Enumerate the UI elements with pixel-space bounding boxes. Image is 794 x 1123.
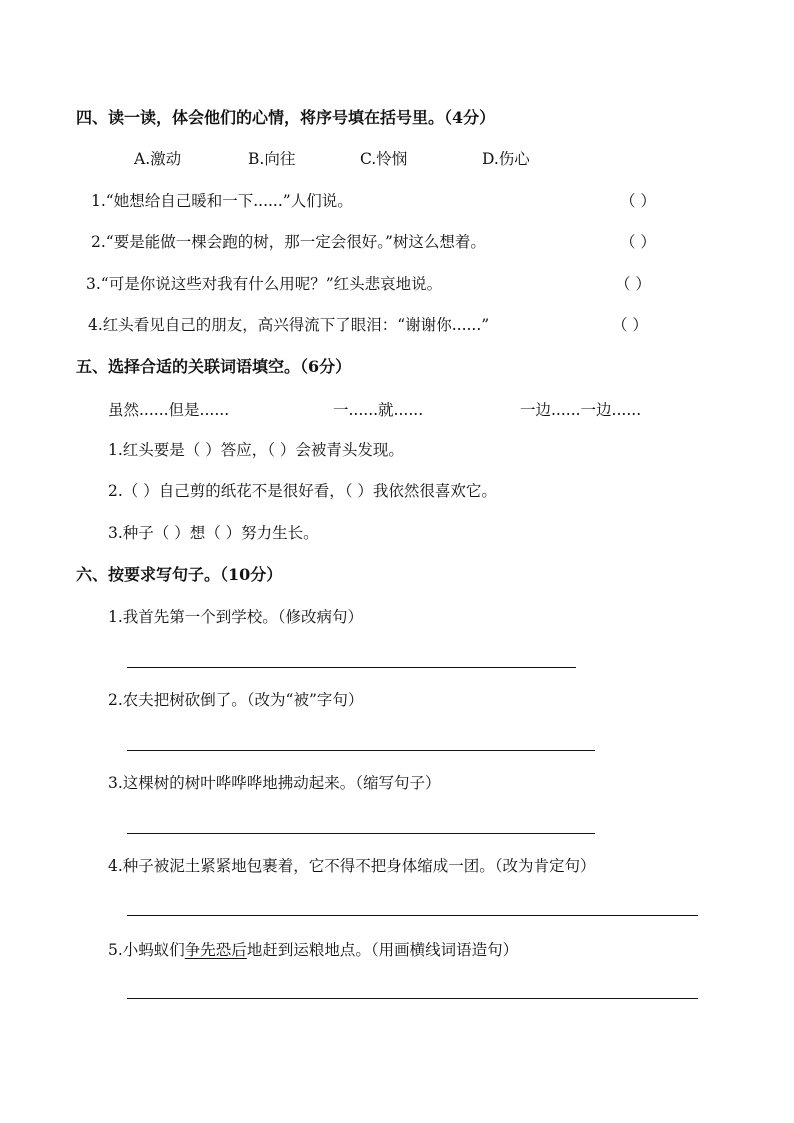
s6-answer-line-1[interactable] bbox=[127, 667, 576, 668]
s6-answer-line-2[interactable] bbox=[127, 750, 595, 751]
option-a: A.激动 bbox=[134, 150, 182, 168]
s4-question-4: 4.红头看见自己的朋友，高兴得流下了眼泪：“谢谢你......” bbox=[88, 316, 490, 334]
s4-question-1: 1.“她想给自己暖和一下......”人们说。 bbox=[91, 192, 353, 210]
s4-question-2: 2.“要是能做一棵会跑的树，那一定会很好。”树这么想着。 bbox=[91, 233, 486, 251]
option-d: D.伤心 bbox=[482, 150, 530, 168]
s6-question-3: 3.这棵树的树叶哗哗哗地拂动起来。（缩写句子） bbox=[108, 774, 441, 792]
s6-answer-line-3[interactable] bbox=[127, 833, 595, 834]
section-4-heading: 四、读一读，体会他们的心情，将序号填在括号里。（4分） bbox=[76, 108, 496, 127]
s6-question-4: 4.种子被泥土紧紧地包裹着，它不得不把身体缩成一团。（改为肯定句） bbox=[108, 857, 596, 875]
s4-answer-blank-3[interactable]: （ ） bbox=[615, 275, 651, 293]
s6-question-2: 2.农夫把树砍倒了。（改为“被”字句） bbox=[108, 691, 364, 709]
conjunction-option-1: 虽然......但是...... bbox=[108, 401, 230, 419]
s4-answer-blank-2[interactable]: （ ） bbox=[620, 233, 656, 251]
s6-question-1: 1.我首先第一个到学校。（修改病句） bbox=[108, 608, 364, 626]
s4-question-3: 3.“可是你说这些对我有什么用呢？”红头悲哀地说。 bbox=[86, 275, 443, 293]
conjunction-option-3: 一边......一边...... bbox=[520, 401, 642, 419]
s6-q5-suffix: 地赶到运粮地点。（用画横线词语造句） bbox=[246, 941, 519, 959]
conjunction-option-2: 一......就...... bbox=[333, 401, 424, 419]
section-6-heading: 六、按要求写句子。（10分） bbox=[76, 565, 283, 584]
s6-answer-line-5[interactable] bbox=[127, 998, 698, 999]
s4-answer-blank-4[interactable]: （ ） bbox=[612, 316, 648, 334]
s6-question-5 bbox=[108, 940, 518, 960]
s6-q5-prefix: 5.小蚂蚁们 bbox=[108, 941, 185, 959]
option-c: C.怜悯 bbox=[360, 150, 408, 168]
section-5-heading: 五、选择合适的关联词语填空。（6分） bbox=[76, 357, 352, 376]
s6-answer-line-4[interactable] bbox=[127, 915, 698, 916]
s6-q5-underlined-phrase: 争先恐后 bbox=[184, 941, 247, 959]
s5-question-3: 3.种子（ ）想（ ）努力生长。 bbox=[108, 524, 319, 542]
s5-question-2: 2.（ ）自己剪的纸花不是很好看，（ ）我依然很喜欢它。 bbox=[108, 482, 497, 500]
s5-question-1: 1.红头要是（ ）答应，（ ）会被青头发现。 bbox=[108, 441, 404, 459]
option-b: B.向往 bbox=[248, 150, 296, 168]
s4-answer-blank-1[interactable]: （ ） bbox=[620, 192, 656, 210]
